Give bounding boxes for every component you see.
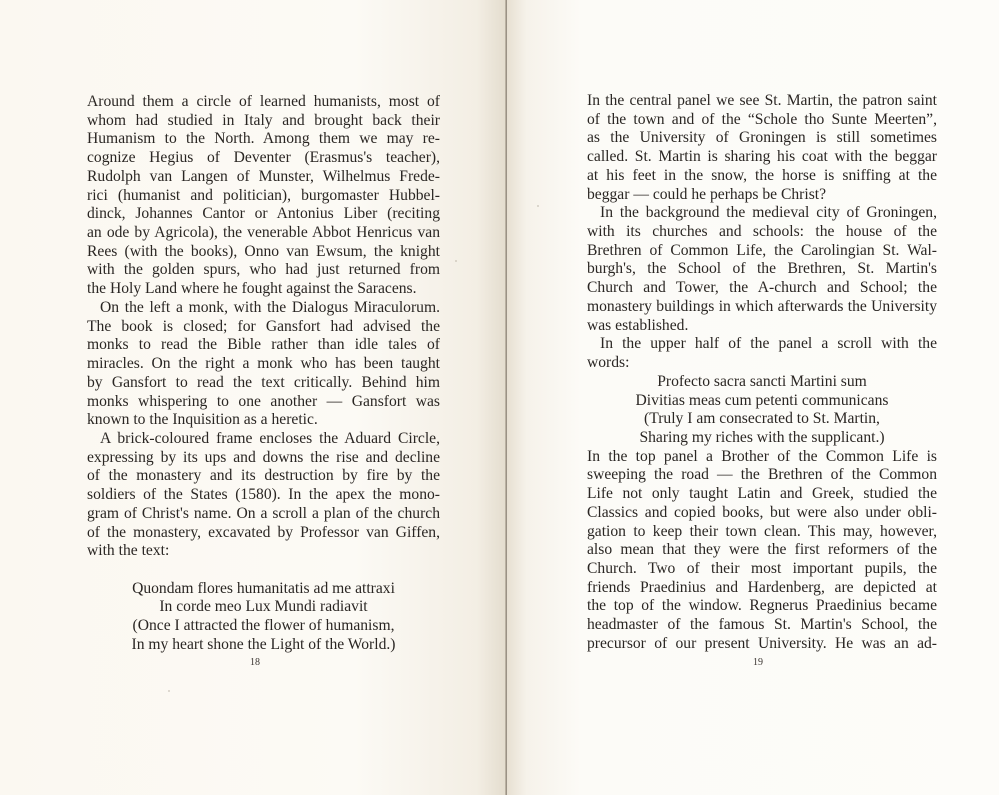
text-line: monks to read the Bible rather than idle tales of [87, 336, 440, 354]
text-line: with the golden spurs, who had just returned from [87, 261, 440, 279]
text-line: the Holy Land where he fought against the Saracens. [87, 280, 417, 298]
text-line: Life not only taught Latin and Greek, studied the [587, 485, 937, 503]
text-line: an ode by Agricola), the venerable Abbot Henricus van [87, 224, 440, 242]
text-line: On the left a monk, with the Dialogus Miraculorum. [100, 298, 440, 316]
text-line: known to the Inquisition as a heretic. [87, 411, 318, 429]
text-line: at his feet in the snow, the horse is sniffing at the [587, 166, 937, 184]
text-line: words: [587, 354, 630, 372]
verse-line: (Once I attracted the flower of humanism, [132, 617, 395, 635]
text-line: by Gansfort to read the text critically. Behind him [87, 373, 440, 391]
verse-line: Sharing my riches with the supplicant.) [639, 428, 885, 446]
text-line: headmaster of the famous St. Martin's School, the [587, 616, 937, 634]
page-number-left: 18 [250, 657, 260, 668]
text-line: of the monastery, excavated by Professor van Giffen, [87, 523, 440, 541]
text-line: friends Praedinius and Hardenberg, are depicted at [587, 578, 937, 596]
left-page-body [87, 93, 440, 655]
paper-speck [537, 205, 539, 207]
paper-speck [168, 690, 170, 692]
text-line: sweeping the road — the Brethren of the Common [587, 466, 937, 484]
verse-line: In corde meo Lux Mundi radiavit [159, 598, 368, 616]
paper-speck [455, 260, 457, 262]
verse-line: Profecto sacra sancti Martini sum [657, 372, 867, 390]
text-line: Church. Two of their most important pupils, the [587, 559, 937, 577]
verse-line: Quondam flores humanitatis ad me attraxi [132, 579, 395, 597]
verse-line: Divitias meas cum petenti communicans [635, 391, 889, 409]
right-page [507, 0, 999, 795]
text-line: monks whispering to one another — Gansfort was [87, 392, 440, 410]
right-page-body [587, 92, 937, 654]
text-line: The book is closed; for Gansfort had advised the [87, 317, 440, 335]
text-line: A brick-coloured frame encloses the Aduard Circle, [100, 429, 440, 447]
text-line: Classics and copied books, but were also under obli- [587, 503, 937, 521]
text-line: dinck, Johannes Cantor or Antonius Liber (reciting [87, 205, 440, 223]
text-line: In the background the medieval city of Groningen, [600, 204, 937, 222]
text-line: of the town and of the “Schole tho Sunte Meerten”, [587, 110, 937, 128]
text-line: gram of Christ's name. On a scroll a plan of the church [87, 504, 440, 522]
text-line: In the top panel a Brother of the Common Life is [587, 447, 937, 465]
verse-line: (Truly I am consecrated to St. Martin, [644, 410, 880, 428]
text-line: called. St. Martin is sharing his coat with the beggar [587, 148, 937, 166]
page-number-right: 19 [753, 657, 763, 668]
text-line: of the monastery and its destruction by fire by the [87, 467, 440, 485]
text-line: Brethren of Common Life, the Carolingian St. Wal- [587, 241, 937, 259]
text-line: as the University of Groningen is still sometimes [587, 129, 937, 147]
text-line: expressing by its ups and downs the rise and decline [87, 448, 440, 466]
text-line: Church and Tower, the A-church and School; the [587, 279, 937, 297]
text-line: was established. [587, 316, 689, 334]
text-line: Rees (with the books), Onno van Ewsum, the knight [87, 242, 440, 260]
text-line: In the upper half of the panel a scroll with the [600, 335, 937, 353]
text-line: with its churches and schools: the house of the [587, 223, 937, 241]
text-line: gation to keep their town clean. This may, however, [587, 522, 937, 540]
text-line: burgh's, the School of the Brethren, St. Martin's [587, 260, 937, 278]
verse-line: In my heart shone the Light of the World.) [131, 635, 396, 653]
text-line: Humanism to the North. Among them we may re- [87, 130, 440, 148]
text-line: the top of the window. Regnerus Praedinius became [587, 597, 937, 615]
text-line: beggar — could he perhaps be Christ? [587, 185, 827, 203]
text-line: monastery buildings in which afterwards the University [587, 297, 937, 315]
text-line: Rudolph van Langen of Munster, Wilhelmus Frede- [87, 167, 440, 185]
text-line: also mean that they were the first reformers of the [587, 541, 937, 559]
blank-line [87, 561, 440, 580]
text-line: Around them a circle of learned humanists, most of [87, 93, 440, 110]
text-line: miracles. On the right a monk who has been taught [87, 355, 440, 373]
text-line: In the central panel we see St. Martin, the patron saint [587, 92, 937, 109]
text-line: rici (humanist and politician), burgomaster Hubbel- [87, 186, 440, 204]
text-line: precursor of our present University. He was an ad- [587, 634, 937, 652]
text-line: soldiers of the States (1580). In the apex the mono- [87, 486, 440, 504]
text-line: whom had studied in Italy and brought back their [87, 111, 440, 129]
text-line: cognize Hegius of Deventer (Erasmus's teacher), [87, 149, 440, 167]
text-line: with the text: [87, 542, 170, 560]
